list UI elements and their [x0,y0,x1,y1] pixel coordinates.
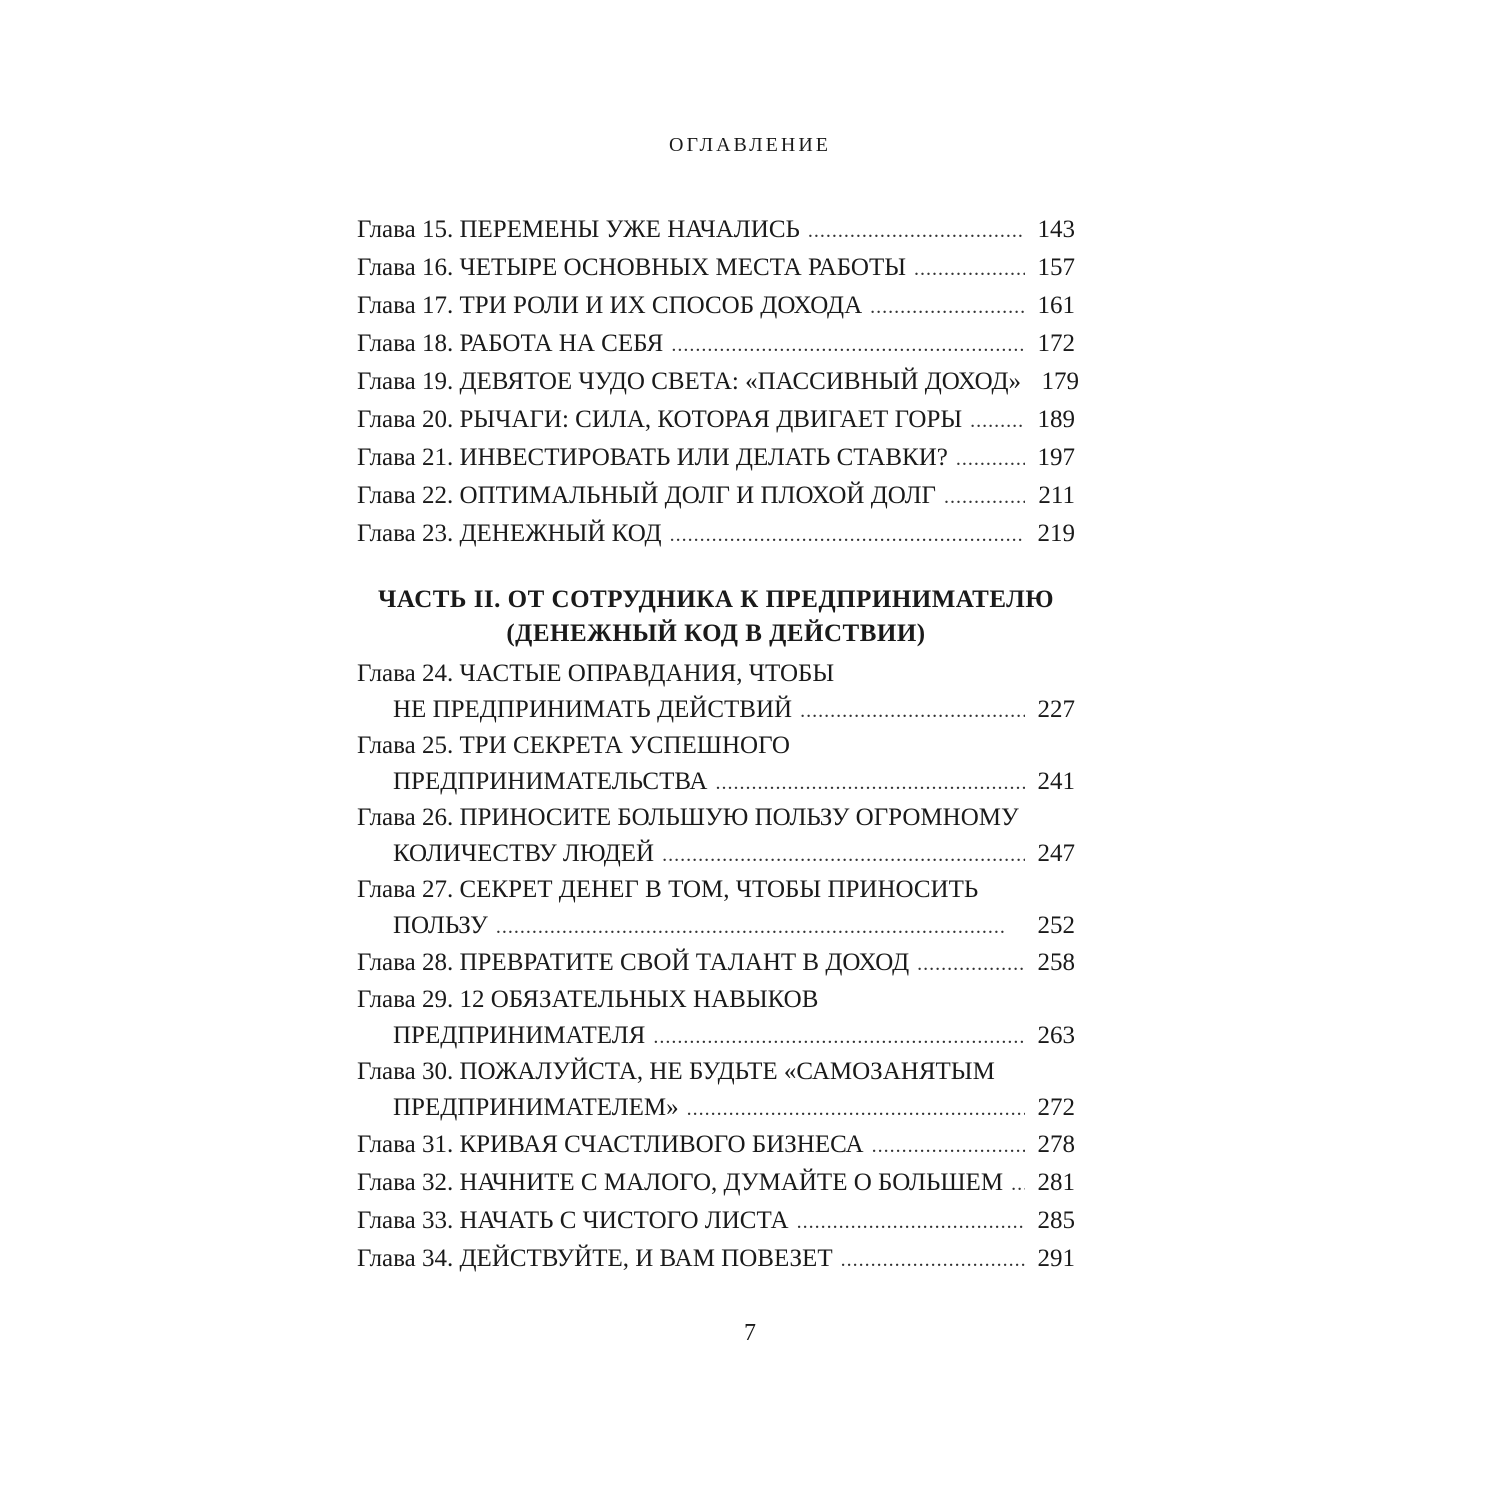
chapter-title: НАЧАТЬ С ЧИСТОГО ЛИСТА [459,1207,789,1234]
toc-entry [357,515,1075,553]
chapter-title-continued: НЕ ПРЕДПРИНИМАТЬ ДЕЙСТВИЙ [393,696,793,723]
chapter-title: ПРИНОСИТЕ БОЛЬШУЮ ПОЛЬЗУ ОГРОМНОМУ [459,804,1019,831]
dot-leader [662,837,1025,873]
chapter-title: ПОЖАЛУЙСТА, НЕ БУДЬТЕ «САМОЗАНЯТЫМ [459,1058,995,1085]
dot-leader [797,1203,1025,1241]
part-heading [357,583,1075,651]
chapter-title: ЧАСТЫЕ ОПРАВДАНИЯ, ЧТОБЫ [459,660,835,687]
chapter-title: 12 ОБЯЗАТЕЛЬНЫХ НАВЫКОВ [459,986,819,1013]
dot-leader [496,909,1025,945]
page-number: 281 [1037,1169,1075,1196]
toc-entry [357,1054,1075,1126]
chapter-title-continued: ПРЕДПРИНИМАТЕЛЕМ» [393,1094,679,1121]
chapter-number: Глава 22. [357,482,454,509]
toc-entry [357,1126,1075,1164]
chapter-number: Глава 26. [357,804,454,831]
dot-leader [970,402,1025,440]
chapter-number: Глава 19. [357,368,454,395]
toc-entry [357,249,1075,287]
page-number: 172 [1037,330,1075,357]
chapter-number: Глава 28. [357,949,454,976]
page-number: 143 [1037,216,1075,243]
dot-leader [670,516,1025,554]
page-number: 219 [1037,520,1075,547]
chapter-number: Глава 31. [357,1131,454,1158]
chapter-number: Глава 33. [357,1207,454,1234]
chapter-title: ДЕЙСТВУЙТЕ, И ВАМ ПОВЕЗЕТ [459,1245,833,1272]
toc-entry [357,800,1075,872]
toc-entry [357,872,1075,944]
chapter-title: ПРЕВРАТИТЕ СВОЙ ТАЛАНТ В ДОХОД [459,949,910,976]
chapter-number: Глава 23. [357,520,454,547]
chapter-number: Глава 30. [357,1058,454,1085]
chapter-title: СЕКРЕТ ДЕНЕГ В ТОМ, ЧТОБЫ ПРИНОСИТЬ [459,876,979,903]
page-number: 197 [1037,444,1075,471]
page-number: 157 [1037,254,1075,281]
chapter-title: КРИВАЯ СЧАСТЛИВОГО БИЗНЕСА [459,1131,864,1158]
dot-leader [917,945,1025,983]
chapter-number: Глава 27. [357,876,454,903]
dot-leader [653,1019,1025,1055]
page-number: 179 [1041,368,1079,395]
chapter-title: ДЕНЕЖНЫЙ КОД [459,520,662,547]
page-number: 189 [1037,406,1075,433]
chapter-number: Глава 24. [357,660,454,687]
toc-entry [357,211,1075,249]
toc-entry [357,439,1075,477]
page-folio: 7 [744,1320,756,1346]
chapter-title: ДЕВЯТОЕ ЧУДО СВЕТА: «ПАССИВНЫЙ ДОХОД» [459,368,1021,395]
page-number: 161 [1037,292,1075,319]
chapter-title-continued: ПОЛЬЗУ [393,912,488,939]
part-heading-line-1: ЧАСТЬ II. ОТ СОТРУДНИКА К ПРЕДПРИНИМАТЕЛЮ [378,586,1054,613]
dot-leader [800,693,1025,729]
toc-entry [357,944,1075,982]
chapter-title: РАБОТА НА СЕБЯ [459,330,664,357]
dot-leader [716,765,1026,801]
dot-leader [944,478,1025,516]
page-number: 278 [1037,1131,1075,1158]
chapter-number: Глава 34. [357,1245,454,1272]
chapter-number: Глава 15. [357,216,454,243]
dot-leader [841,1241,1025,1279]
chapter-number: Глава 16. [357,254,454,281]
toc-entry [357,1164,1075,1202]
dot-leader [671,326,1025,364]
dot-leader [687,1091,1025,1127]
chapter-number: Глава 17. [357,292,454,319]
page-number: 263 [1037,1022,1075,1049]
toc-entry [357,363,1079,401]
chapter-title: ТРИ РОЛИ И ИХ СПОСОБ ДОХОДА [459,292,863,319]
chapter-title-continued: ПРЕДПРИНИМАТЕЛЯ [393,1022,646,1049]
dot-leader [914,250,1025,288]
page-number: 291 [1037,1245,1075,1272]
chapter-title-continued: КОЛИЧЕСТВУ ЛЮДЕЙ [393,840,655,867]
dot-leader [870,288,1025,326]
chapter-number: Глава 25. [357,732,454,759]
chapter-title: ТРИ СЕКРЕТА УСПЕШНОГО [459,732,790,759]
chapter-title-continued: ПРЕДПРИНИМАТЕЛЬСТВА [393,768,708,795]
chapter-number: Глава 32. [357,1169,454,1196]
chapter-title: ЧЕТЫРЕ ОСНОВНЫХ МЕСТА РАБОТЫ [459,254,907,281]
page-number: 247 [1037,840,1075,867]
dot-leader [956,440,1025,478]
page-number: 241 [1037,768,1075,795]
page-number: 211 [1038,482,1075,509]
toc-entry [357,1240,1075,1278]
toc-entry [357,401,1075,439]
toc-list-part-2 [357,656,1075,1278]
chapter-title: ИНВЕСТИРОВАТЬ ИЛИ ДЕЛАТЬ СТАВКИ? [459,444,948,471]
chapter-title: ПЕРЕМЕНЫ УЖЕ НАЧАЛИСЬ [459,216,800,243]
toc-entry [357,325,1075,363]
dot-leader [872,1127,1025,1165]
page-number: 285 [1037,1207,1075,1234]
chapter-number: Глава 21. [357,444,454,471]
toc-list-part-1 [357,211,1079,553]
page-number: 272 [1037,1094,1075,1121]
chapter-number: Глава 29. [357,986,454,1013]
toc-entry [357,477,1075,515]
toc-entry [357,982,1075,1054]
toc-entry [357,656,1075,728]
chapter-title: НАЧНИТЕ С МАЛОГО, ДУМАЙТЕ О БОЛЬШЕМ [459,1169,1004,1196]
toc-entry [357,287,1075,325]
page-number: 227 [1037,696,1075,723]
dot-leader [1011,1165,1025,1203]
part-heading-line-2: (ДЕНЕЖНЫЙ КОД В ДЕЙСТВИИ) [506,620,926,647]
chapter-number: Глава 18. [357,330,454,357]
chapter-number: Глава 20. [357,406,454,433]
chapter-title: ОПТИМАЛЬНЫЙ ДОЛГ И ПЛОХОЙ ДОЛГ [459,482,937,509]
page-number: 252 [1037,912,1075,939]
toc-entry [357,728,1075,800]
page-number: 258 [1037,949,1075,976]
dot-leader [808,212,1025,250]
chapter-title: РЫЧАГИ: СИЛА, КОТОРАЯ ДВИГАЕТ ГОРЫ [459,406,963,433]
toc-entry [357,1202,1075,1240]
running-head: ОГЛАВЛЕНИЕ [669,134,831,156]
